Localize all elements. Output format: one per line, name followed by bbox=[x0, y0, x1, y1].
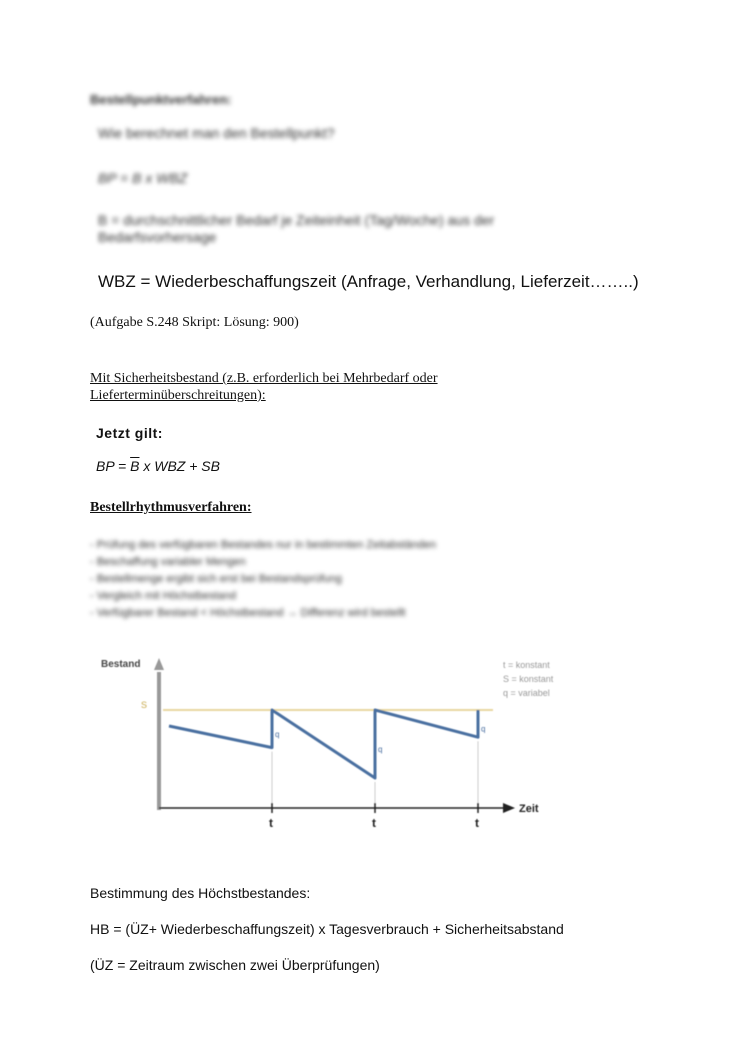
blurred-formula: BP = B x WBZ bbox=[98, 170, 188, 186]
order-quantity-label: q bbox=[378, 745, 383, 754]
order-quantity-label: q bbox=[275, 729, 280, 739]
y-axis-label: Bestand bbox=[101, 659, 141, 670]
x-tick-label: t bbox=[269, 816, 273, 830]
stock-level-line bbox=[169, 710, 478, 778]
y-axis-arrow bbox=[154, 658, 164, 670]
bullet-item: - Beschaffung variabler Mengen bbox=[90, 556, 246, 568]
x-axis-arrow bbox=[503, 803, 515, 813]
hoechstbestand-label: S bbox=[141, 700, 148, 710]
sicherheitsbestand-heading-line: Mit Sicherheitsbestand (z.B. erforderlich bei Mehrbedarf oder bbox=[90, 371, 438, 386]
formula-b-bar: $\overline{B}$ bbox=[130, 458, 140, 474]
blurred-b-definition-line: B = durchschnittlicher Bedarf je Zeiteinheit (Tag/Woche) aus der bbox=[98, 212, 495, 228]
blurred-heading: Bestellpunktverfahren: bbox=[90, 92, 232, 107]
formula-lhs: BP = bbox=[96, 458, 131, 474]
order-quantity-label: q bbox=[481, 724, 486, 734]
blurred-question: Wie berechnet man den Bestellpunkt? bbox=[98, 125, 335, 141]
blurred-b-definition bbox=[98, 212, 618, 246]
hoechstbestand-heading: Bestimmung des Höchstbestandes: bbox=[90, 885, 311, 901]
legend-entry: S = konstant bbox=[503, 674, 554, 684]
x-axis-label: Zeit bbox=[519, 803, 539, 815]
bestellrhythmus-heading: Bestellrhythmusverfahren: bbox=[90, 500, 252, 515]
sicherheitsbestand-heading-line: Lieferterminüberschreitungen): bbox=[90, 388, 266, 403]
sicherheitsbestand-heading bbox=[90, 370, 520, 404]
ueberpruefungszeitraum-note: (ÜZ = Zeitraum zwischen zwei Überprüfungen) bbox=[90, 957, 380, 973]
aufgabe-note: (Aufgabe S.248 Skript: Lösung: 900) bbox=[90, 315, 299, 330]
hoechstbestand-formula: HB = (ÜZ+ Wiederbeschaffungszeit) x Tagesverbrauch + Sicherheitsabstand bbox=[90, 921, 564, 937]
x-tick-label: t bbox=[475, 816, 479, 830]
bullet-item: - Bestellmenge ergibt sich erst bei Bestandsprüfung bbox=[90, 573, 342, 585]
formula-rhs: x WBZ + SB bbox=[139, 458, 220, 474]
bestellrhythmus-chart bbox=[95, 650, 595, 840]
bestellpunkt-formula-sb bbox=[96, 458, 220, 474]
blurred-bullet-list bbox=[90, 537, 436, 622]
bullet-item: - Vergleich mit Höchstbestand bbox=[90, 590, 237, 602]
legend-entry: q = variabel bbox=[503, 688, 550, 698]
bullet-item: - Verfügbarer Bestand < Höchstbestand → Differenz wird bestellt bbox=[90, 607, 406, 619]
x-tick-label: t bbox=[372, 816, 376, 830]
wbz-definition: WBZ = Wiederbeschaffungszeit (Anfrage, Verhandlung, Lieferzeit……..) bbox=[98, 272, 639, 291]
blurred-b-definition-line: Bedarfsvorhersage bbox=[98, 229, 217, 245]
bullet-item: - Prüfung des verfügbaren Bestandes nur in bestimmten Zeitabständen bbox=[90, 539, 437, 551]
legend-entry: t = konstant bbox=[503, 660, 550, 670]
jetzt-gilt-label: Jetzt gilt: bbox=[96, 425, 163, 441]
